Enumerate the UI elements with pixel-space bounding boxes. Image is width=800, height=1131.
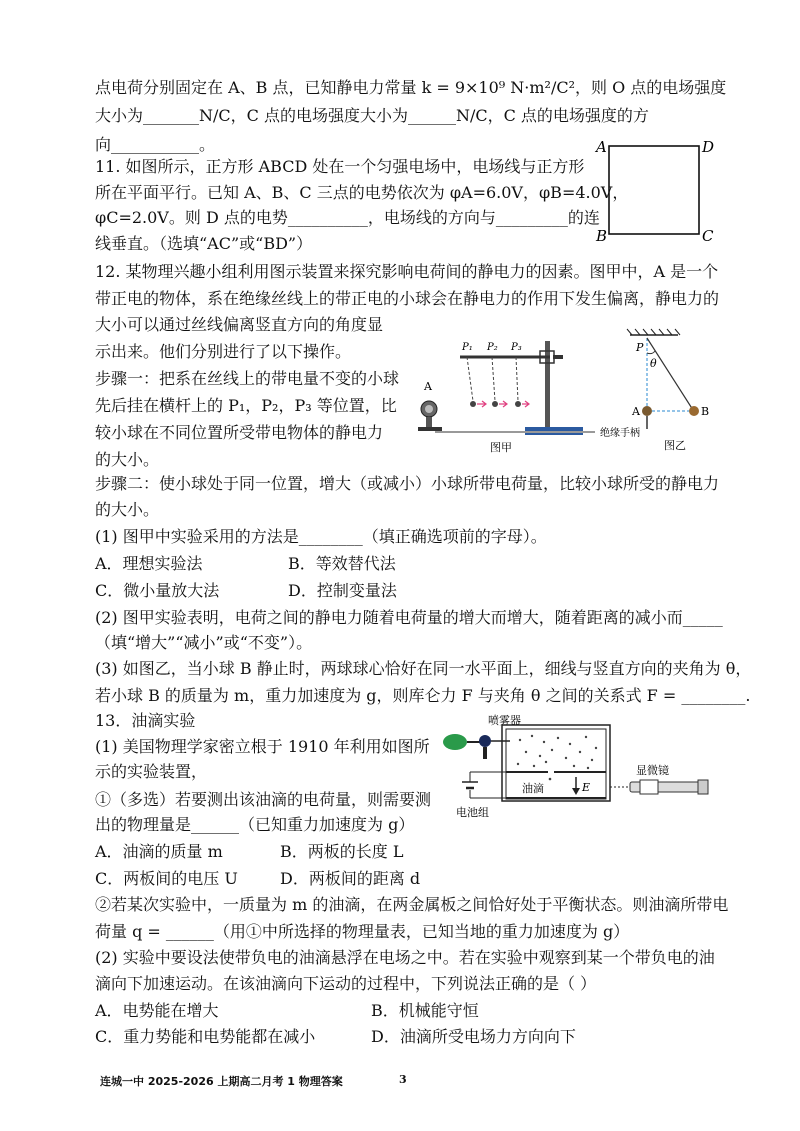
q10-line-3: 向___________。 bbox=[95, 135, 216, 154]
figure-jia bbox=[415, 335, 595, 460]
label-d: D bbox=[702, 138, 715, 156]
fig-jia-p2: P₂ bbox=[487, 342, 498, 353]
fig-yi-p: P bbox=[636, 341, 644, 354]
fig-yi-caption: 图乙 bbox=[664, 439, 686, 452]
q13-opt-c: C．两板间的电压 U bbox=[95, 869, 238, 888]
q11-line-2: 所在平面平行。已知 A、B、C 三点的电势依次为 φA=6.0V，φB=4.0V， bbox=[95, 183, 629, 202]
fig-microscope-label: 显微镜 bbox=[636, 764, 669, 777]
fig-e-label: E bbox=[582, 781, 591, 794]
q12-opt-b: B．等效替代法 bbox=[288, 554, 396, 573]
q13-line-1: (1) 美国物理学家密立根于 1910 年利用如图所 bbox=[95, 737, 430, 756]
page-number: 3 bbox=[399, 1073, 407, 1086]
q13-choice-a: A．电势能在增大 bbox=[95, 1001, 219, 1020]
q13-line-3: ①（多选）若要测出该油滴的电荷量，则需要测 bbox=[95, 790, 432, 809]
q12-sub3-a: (3) 如图乙，当小球 B 静止时，两球球心恰好在同一水平面上，细线与竖直方向的夹角为 θ， bbox=[95, 659, 752, 678]
fig-yi-theta: θ bbox=[650, 357, 657, 370]
q12-sub1: (1) 图甲中实验采用的方法是________（填正确选项前的字母）。 bbox=[95, 527, 547, 546]
label-b: B bbox=[596, 227, 608, 245]
millikan-apparatus-figure bbox=[440, 712, 720, 824]
q12-line-8: 的大小。 bbox=[95, 450, 160, 469]
q12-sub2-a: (2) 图甲实验表明，电荷之间的静电力随着电荷量的增大而增大，随着距离的减小而_____ bbox=[95, 608, 723, 627]
figure-yi bbox=[600, 325, 725, 460]
q12-line-5: 步骤一：把系在丝线上的带电量不变的小球 bbox=[95, 369, 400, 388]
q13-line-6: 荷量 q = ______（用①中所选择的物理量表，已知当地的重力加速度为 g） bbox=[95, 922, 630, 941]
q11-line-4: 线垂直。（选填“AC”或“BD”） bbox=[95, 234, 313, 253]
q12-line-2: 带正电的物体，系在绝缘丝线上的带正电的小球会在静电力的作用下发生偏离，静电力的 bbox=[95, 289, 720, 308]
fig-yi-handle: 绝缘手柄 bbox=[600, 428, 640, 439]
fig-jia-p3: P₃ bbox=[511, 342, 522, 353]
q13-choice-d: D．油滴所受电场力方向向下 bbox=[371, 1027, 576, 1046]
fig-jia-label-a: A bbox=[424, 380, 432, 393]
q12-line-7: 较小球在不同位置所受带电物体的静电力 bbox=[95, 423, 384, 442]
q12-line-1: 12. 某物理兴趣小组利用图示装置来探究影响电荷间的静电力的因素。图甲中，A 是一个 bbox=[95, 262, 719, 281]
q12-sub2-b: （填“增大”“减小”或“不变”）。 bbox=[95, 633, 313, 652]
q13-choice-c: C．重力势能和电势能都在减小 bbox=[95, 1027, 316, 1046]
fig-jia-caption: 图甲 bbox=[490, 441, 512, 454]
fig-drop-label: 油滴 bbox=[522, 782, 544, 795]
q13-line-5: ②若某次实验中，一质量为 m 的油滴，在两金属板之间恰好处于平衡状态。则油滴所带电 bbox=[95, 895, 729, 914]
q10-line-1: 点电荷分别固定在 A、B 点，已知静电力常量 k = 9×10⁹ N·m²/C²，则 O 点的电场强度 bbox=[95, 78, 727, 97]
fig-yi-a: A bbox=[632, 405, 640, 418]
label-c: C bbox=[702, 227, 714, 245]
q13-title: 13．油滴实验 bbox=[95, 711, 196, 730]
q12-line-10: 的大小。 bbox=[95, 500, 160, 519]
fig-jia-p1: P₁ bbox=[462, 342, 473, 353]
q13-choice-b: B．机械能守恒 bbox=[371, 1001, 479, 1020]
q12-line-4: 示出来。他们分别进行了以下操作。 bbox=[95, 342, 352, 361]
q12-opt-a: A．理想实验法 bbox=[95, 554, 203, 573]
fig-battery-label: 电池组 bbox=[456, 806, 489, 819]
fig-yi-b: B bbox=[701, 405, 710, 418]
q12-line-6: 先后挂在横杆上的 P₁，P₂，P₃ 等位置，比 bbox=[95, 396, 397, 415]
q12-line-9: 步骤二：使小球处于同一位置，增大（或减小）小球所带电荷量，比较小球所受的静电力 bbox=[95, 474, 720, 493]
q11-line-3: φC=2.0V。则 D 点的电势__________，电场线的方向与_________的连 bbox=[95, 208, 600, 227]
q12-sub3-b: 若小球 B 的质量为 m，重力加速度为 g，则库仑力 F 与夹角 θ 之间的关系式 F = ________. bbox=[95, 686, 751, 705]
footer-text: 连城一中 2025-2026 上期高二月考 1 物理答案 bbox=[100, 1075, 343, 1088]
q12-opt-d: D．控制变量法 bbox=[288, 581, 397, 600]
q13-line-2: 示的实验装置， bbox=[95, 762, 208, 781]
q13-line-8: 滴向下加速运动。在该油滴向下运动的过程中，下列说法正确的是（ ） bbox=[95, 974, 597, 993]
label-a: A bbox=[596, 138, 607, 156]
q10-line-2: 大小为_______N/C，C 点的电场强度大小为______N/C，C 点的电场强度的方 bbox=[95, 106, 649, 125]
q13-opt-a: A．油滴的质量 m bbox=[95, 842, 223, 861]
square-abcd-figure bbox=[590, 135, 725, 245]
q13-line-4: 出的物理量是______（已知重力加速度为 g） bbox=[95, 815, 415, 834]
q11-line-1: 11. 如图所示，正方形 ABCD 处在一个匀强电场中，电场线与正方形 bbox=[95, 157, 585, 176]
q12-opt-c: C．微小量放大法 bbox=[95, 581, 220, 600]
fig-sprayer-label: 喷雾器 bbox=[488, 714, 521, 727]
q12-line-3: 大小可以通过丝线偏离竖直方向的角度显 bbox=[95, 315, 384, 334]
q13-opt-b: B．两板的长度 L bbox=[280, 842, 404, 861]
q13-line-7: (2) 实验中要设法使带负电的油滴悬浮在电场之中。若在实验中观察到某一个带负电的油 bbox=[95, 948, 715, 967]
q13-opt-d: D．两板间的距离 d bbox=[280, 869, 421, 888]
